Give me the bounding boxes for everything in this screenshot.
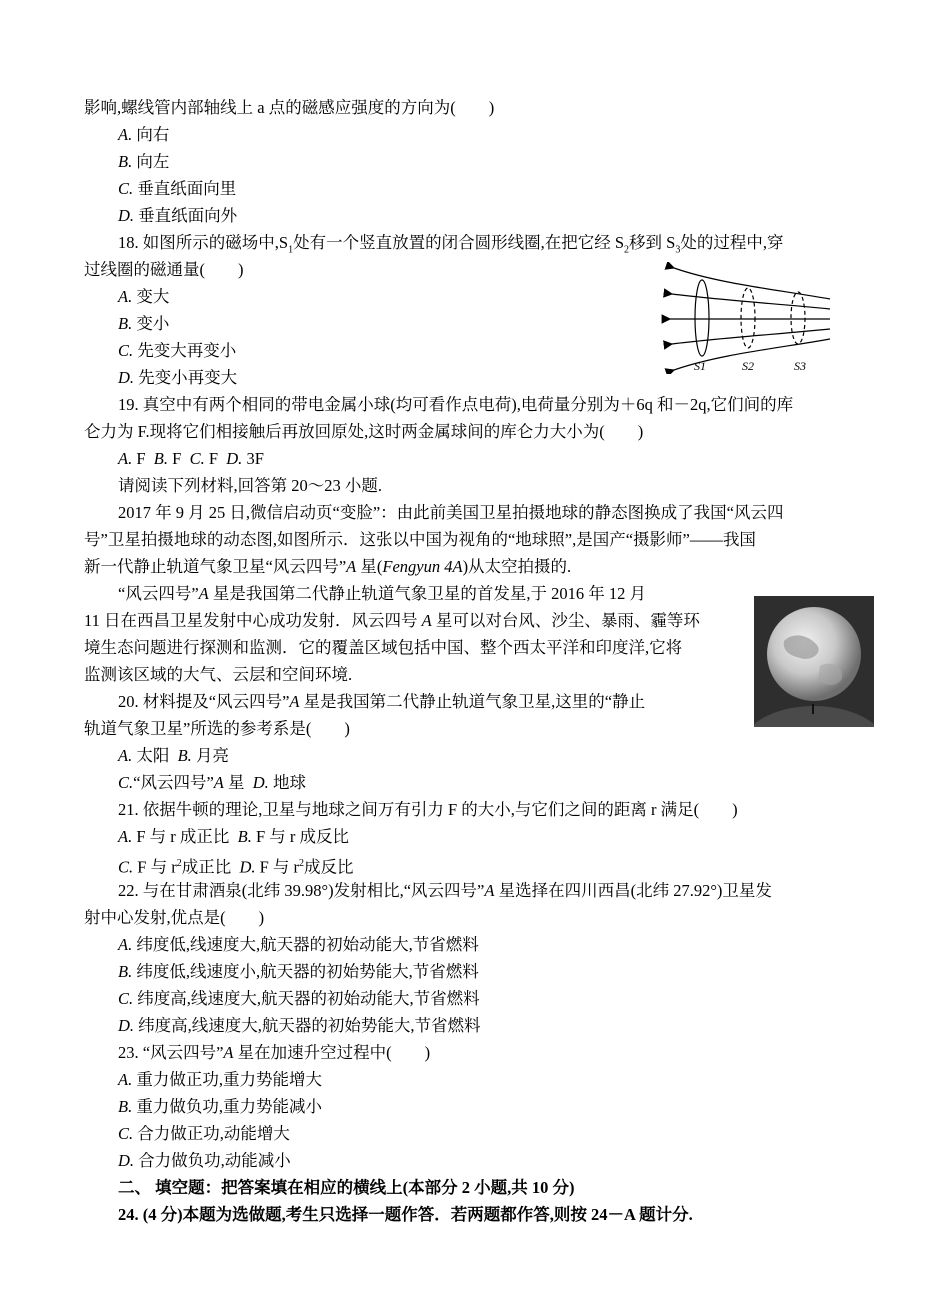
section2-title: 二、 填空题：把答案填在相应的横线上(本部分 2 小题,共 10 分)	[118, 1178, 575, 1197]
q17-option-a: A. 向右	[118, 125, 170, 144]
q18-option-a: A. 变大	[118, 287, 170, 306]
material-p1-line1: 2017 年 9 月 25 日,微信启动页“变脸”：由此前美国卫星拍摄地球的静态图换成了我国“风云四	[118, 503, 784, 522]
q22-option-b: B. 纬度低,线速度小,航天器的初始势能大,节省燃料	[118, 962, 479, 981]
q22-option-a: A. 纬度低,线速度大,航天器的初始动能大,节省燃料	[118, 935, 479, 954]
q18-option-d: D. 先变小再变大	[118, 368, 238, 387]
q20-stem-line2: 轨道气象卫星”所选的参考系是( )	[84, 719, 350, 738]
coil-s2	[741, 288, 755, 348]
q17-option-d: D. 垂直纸面向外	[118, 206, 238, 225]
q22-stem-line2: 射中心发射,优点是( )	[84, 908, 265, 927]
q20-options-ab: A. 太阳 B. 月亮	[118, 746, 229, 765]
material-p2-line2: 11 日在西昌卫星发射中心成功发射．风云四号 A 星可以对台风、沙尘、暴雨、霾等环	[84, 611, 700, 630]
q23-option-c: C. 合力做正功,动能增大	[118, 1124, 290, 1143]
q23-option-d: D. 合力做负功,动能减小	[118, 1151, 291, 1170]
label-s3: S3	[794, 359, 806, 373]
material-p2-line4: 监测该区域的大气、云层和空间环境.	[84, 665, 353, 684]
q20-options-cd: C.“风云四号”A 星 D. 地球	[118, 773, 306, 792]
material-p2-line1: “风云四号”A 星是我国第二代静止轨道气象卫星的首发星,于 2016 年 12 月	[118, 584, 646, 603]
q17-option-c: C. 垂直纸面向里	[118, 179, 237, 198]
q22-option-d: D. 纬度高,线速度大,航天器的初始势能大,节省燃料	[118, 1016, 481, 1035]
q20-stem-line1: 20. 材料提及“风云四号”A 星是我国第二代静止轨道气象卫星,这里的“静止	[118, 692, 646, 711]
q23-option-a: A. 重力做正功,重力势能增大	[118, 1070, 322, 1089]
q22-stem-line1: 22. 与在甘肃酒泉(北纬 39.98°)发射相比,“风云四号”A 星选择在四川西昌(北纬 27.92°)卫星发	[118, 881, 772, 900]
q23-stem: 23. “风云四号”A 星在加速升空过程中( )	[118, 1043, 431, 1062]
q17-option-b: B. 向左	[118, 152, 170, 171]
q18-stem-line2: 过线圈的磁通量( )	[84, 260, 244, 279]
q18-stem-line1: 18. 如图所示的磁场中$,S_1$处有一个竖直放置的闭合圆形线圈,在把它经 $S_2$移到 $S_3$处的过程中,穿	[118, 233, 784, 256]
material-intro: 请阅读下列材料,回答第 20～23 小题.	[118, 476, 382, 495]
magnetic-field-figure	[660, 262, 835, 374]
q21-options-ab: A. F 与 r 成正比 B. F 与 r 成反比	[118, 827, 350, 846]
q21-stem: 21. 依据牛顿的理论,卫星与地球之间万有引力 F 的大小,与它们之间的距离 r 满足( )	[118, 800, 738, 819]
coil-s3	[791, 292, 805, 344]
q24-stem: 24. (4 分)本题为选做题,考生只选择一题作答．若两题都作答,则按 24－A 题计分.	[118, 1205, 693, 1224]
q18-option-b: B. 变小	[118, 314, 170, 333]
q17-stem: 影响,螺线管内部轴线上 a 点的磁感应强度的方向为( )	[84, 98, 495, 117]
coil-s1	[695, 280, 709, 356]
earth-photo	[754, 596, 874, 727]
material-p1-line2: 号”卫星拍摄地球的动态图,如图所示．这张以中国为视角的“地球照”,是国产“摄影师”——我国	[84, 530, 756, 549]
q18-option-c: C. 先变大再变小	[118, 341, 237, 360]
q19-stem-line2: 仑力为 F.现将它们相接触后再放回原处,这时两金属球间的库仑力大小为( )	[84, 422, 644, 441]
q21-options-cd: C. F 与 $r^2$成正比 D. F 与 $r^2$成反比	[118, 857, 354, 877]
q23-option-b: B. 重力做负功,重力势能减小	[118, 1097, 322, 1116]
q19-options: A. F B. F C. F D. 3F	[118, 449, 264, 468]
label-s1: S1	[694, 359, 706, 373]
material-p2-line3: 境生态问题进行探测和监测．它的覆盖区域包括中国、整个西太平洋和印度洋,它将	[84, 638, 683, 657]
q22-option-c: C. 纬度高,线速度大,航天器的初始动能大,节省燃料	[118, 989, 480, 1008]
field-line	[674, 268, 830, 299]
material-p1-line3: 新一代静止轨道气象卫星“风云四号”A 星(Fengyun 4A)从太空拍摄的.	[84, 557, 572, 576]
q19-stem-line1: 19. 真空中有两个相同的带电金属小球(均可看作点电荷),电荷量分别为＋6q 和－2q,它们间的库	[118, 395, 794, 414]
label-s2: S2	[742, 359, 754, 373]
